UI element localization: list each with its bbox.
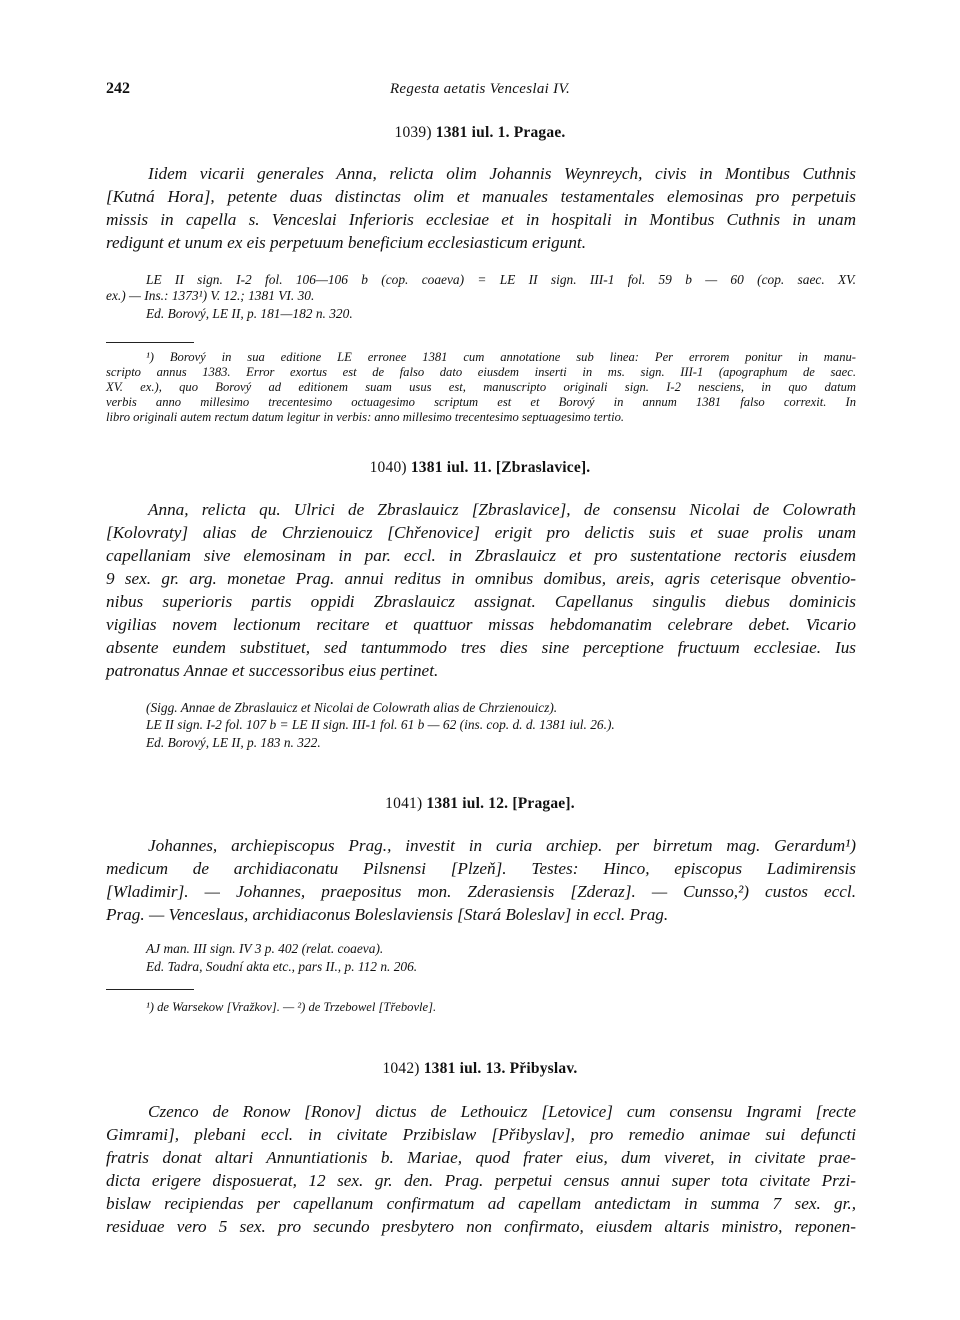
- note-line: Ed. Borový, LE II, p. 181—182 n. 320.: [146, 306, 353, 321]
- body-line: medicum de archidiaconatu Pilsnensi [Plzeň]. Testes: Hinco, episcopus Ladimirensis: [106, 859, 856, 878]
- body-line: Anna, relicta qu. Ulrici de Zbraslauicz [Zbraslavice], de consensu Nicolai de Colowrath: [148, 500, 856, 519]
- entry-date-place: 1381 iul. 11. [Zbraslavice].: [410, 459, 591, 476]
- body-line: dicta erigere disposuerat, 12 sex. gr. den. Prag. perpetui census annui super tota civitate Przi-: [106, 1171, 856, 1190]
- note-line: Ed. Tadra, Soudní akta etc., pars II., p. 112 n. 206.: [146, 959, 418, 974]
- footnote-line: scripto annus 1383. Error exortus est de falso dato eiusdem inserti in ms. sign. III-1 (apographum de saec.: [106, 365, 856, 379]
- body-line: patronatus Annae et successoribus eius pertinet.: [106, 661, 439, 680]
- note-line: LE II sign. I-2 fol. 107 b = LE II sign. III-1 fol. 61 b — 62 (ins. cop. d. d. 1381 iul. 26.).: [146, 717, 615, 732]
- note-line: AJ man. III sign. IV 3 p. 402 (relat. coaeva).: [146, 941, 384, 956]
- body-line: nibus superioris partis oppidi Zbraslauicz assignat. Capellanus singulis diebus dominicis: [106, 592, 856, 611]
- footnote-rule: [106, 989, 194, 990]
- body-line: [Kolovraty] alias de Chrzienouicz [Chřenovice] erigit pro delictis suis et suae prolis unam: [106, 523, 856, 542]
- body-line: missis in capella s. Venceslai Inferioris ecclesiae et in hospitali in Montibus Cuthnis in unam: [106, 210, 856, 229]
- entry-heading: [0, 795, 960, 813]
- body-line: Czenco de Ronow [Ronov] dictus de Lethouicz [Letovice] cum consensu Ingrami [recte: [148, 1102, 856, 1121]
- body-line: Gimrami], plebani eccl. in civitate Przibislaw [Přibyslav], pro remedio animae sui defuncti: [106, 1125, 856, 1144]
- note-line: ex.) — Ins.: 1373¹) V. 12.; 1381 VI. 30.: [106, 288, 315, 303]
- footnote-line: XV. ex.), quo Borový ad editionem suam usus est, manuscripto originali sign. I-2 nesciens, in quo datum: [106, 380, 856, 394]
- entry-number: 1042): [382, 1060, 420, 1077]
- entry-date-place: 1381 iul. 13. Přibyslav.: [423, 1060, 578, 1077]
- body-line: residuae vero 5 sex. pro secundo presbytero non confirmato, eiusdem altaris ministro, reponen-: [106, 1217, 856, 1236]
- entry-date-place: 1381 iul. 12. [Pragae].: [426, 795, 575, 812]
- footnote-line: libro originali autem rectum datum legitur in verbis: anno millesimo trecentesimo septuagesimo tertio.: [106, 410, 625, 424]
- body-line: Iidem vicarii generales Anna, relicta olim Johannis Weynreych, civis in Montibus Cuthnis: [148, 164, 856, 183]
- entry-number: 1040): [369, 459, 407, 476]
- footnote-line: ¹) de Warsekow [Vražkov]. — ²) de Trzebowel [Třebovle].: [146, 1000, 437, 1014]
- page-number: 242: [106, 80, 130, 97]
- running-title: Regesta aetatis Venceslai IV.: [389, 81, 571, 97]
- note-line: LE II sign. I-2 fol. 106—106 b (cop. coaeva) = LE II sign. III-1 fol. 59 b — 60 (cop. saec. XV.: [146, 272, 856, 287]
- entry-heading: [0, 1060, 960, 1078]
- body-line: Johannes, archiepiscopus Prag., investit in curia archiep. per birretum mag. Gerardum¹): [148, 836, 856, 855]
- entry-number: 1039): [394, 124, 432, 141]
- note-line: Ed. Borový, LE II, p. 183 n. 322.: [146, 735, 321, 750]
- body-line: redigunt et unum ex eis perpetuum beneficium ecclesiasticum erigunt.: [106, 233, 587, 252]
- body-line: Prag. — Venceslaus, archidiaconus Boleslaviensis [Stará Boleslav] in eccl. Prag.: [106, 905, 669, 924]
- note-line: (Sigg. Annae de Zbraslauicz et Nicolai de Colowrath alias de Chrzienouicz).: [146, 700, 558, 715]
- entry-heading: [0, 459, 960, 477]
- body-line: capellaniam sive elemosinam in par. eccl. in Zbraslauicz et pro sustentatione rectoris eiusdem: [106, 546, 856, 565]
- body-line: vigilias novem lectionum recitare et quattuor missas hebdomanatim celebrare debet. Vicario: [106, 615, 856, 634]
- body-line: absente eundem substituet, sed tantummodo tres dies sine perceptione fructuum ecclesiae. Ius: [106, 638, 856, 657]
- body-line: fratris donat altari Annuntiationis b. Mariae, quod frater eius, dum viveret, in civitate prae-: [106, 1148, 856, 1167]
- body-line: bislaw recipiendas per capellanum confirmatum ad capellam antedictam in summa 7 sex. gr.,: [106, 1194, 856, 1213]
- body-line: 9 sex. gr. arg. monetae Prag. annui reditus in omnibus domibus, areis, agris ceterisque obventio-: [106, 569, 856, 588]
- entry-number: 1041): [385, 795, 423, 812]
- body-line: [Wladimir]. — Johannes, praepositus mon. Zderasiensis [Zderaz]. — Cunsso,²) custos eccl.: [106, 882, 856, 901]
- entry-date-place: 1381 iul. 1. Pragae.: [435, 124, 566, 141]
- entry-heading: [0, 124, 960, 142]
- body-line: [Kutná Hora], petente duas distinctas olim et manuales testamentales elemosinas pro perpetuis: [106, 187, 856, 206]
- footnote-rule: [106, 342, 194, 343]
- footnote-line: verbis anno millesimo trecentesimo octuagesimo scriptum est et Borový in annum 1381 falso correxit. In: [106, 395, 856, 409]
- footnote-line: ¹) Borový in sua editione LE erronee 1381 cum annotatione sub linea: Per errorem ponitur in manu-: [146, 350, 856, 364]
